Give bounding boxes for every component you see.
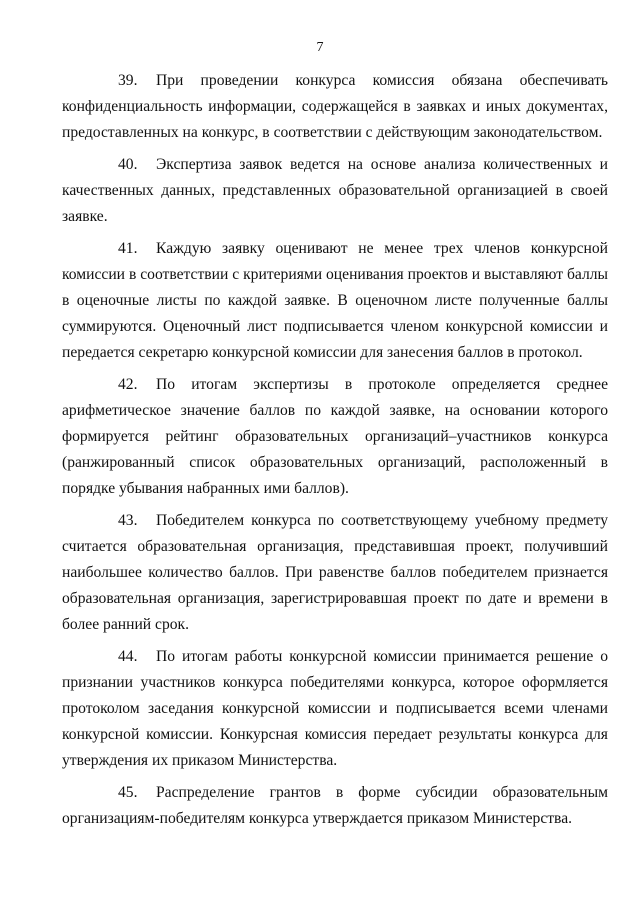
paragraph-number: 39. <box>118 72 138 89</box>
paragraph-43 <box>62 508 608 638</box>
paragraph-number: 45. <box>118 784 138 801</box>
document-body <box>62 68 608 838</box>
paragraph-number: 44. <box>118 648 138 665</box>
paragraph-42 <box>62 372 608 502</box>
paragraph-text: При проведении конкурса комиссия обязана обеспечивать конфиденциальность информации, содержащейся в заявках и иных документах, предоставленных на конкурс, в соответствии с действующим законодательством. <box>62 72 608 141</box>
paragraph-number: 43. <box>118 512 138 529</box>
paragraph-number: 41. <box>118 240 138 257</box>
paragraph-41 <box>62 236 608 366</box>
paragraph-text: Экспертиза заявок ведется на основе анализа количественных и качественных данных, представленных образовательной организацией в своей заявке. <box>62 156 608 225</box>
paragraph-number: 42. <box>118 376 138 393</box>
paragraph-text: Распределение грантов в форме субсидии образовательным организациям-победителям конкурса утверждается приказом Министерства. <box>62 784 608 827</box>
paragraph-45 <box>62 780 608 832</box>
page-number: 7 <box>316 40 324 55</box>
paragraph-text: Победителем конкурса по соответствующему учебному предмету считается образовательная организация, представившая проект, получивший наибольшее количество баллов. При равенстве баллов победителем признается образовательная организация, зарегистрировавшая проект по дате и времени в более ранний срок. <box>62 512 608 633</box>
paragraph-number: 40. <box>118 156 138 173</box>
paragraph-40 <box>62 152 608 230</box>
paragraph-text: По итогам работы конкурсной комиссии принимается решение о признании участников конкурса победителями конкурса, которое оформляется протоколом заседания конкурсной комиссии и подписывается всеми членами конкурсной комиссии. Конкурсная комиссия передает результаты конкурса для утверждения их приказом Министерства. <box>62 648 608 769</box>
paragraph-44 <box>62 644 608 774</box>
paragraph-text: По итогам экспертизы в протоколе определяется среднее арифметическое значение баллов по каждой заявке, на основании которого формируется рейтинг образовательных организаций–участников конкурса (ранжированный список образовательных организаций, расположенный в порядке убывания набранных ими баллов). <box>62 376 608 497</box>
paragraph-text: Каждую заявку оценивают не менее трех членов конкурсной комиссии в соответствии с критериями оценивания проектов и выставляют баллы в оценочные листы по каждой заявке. В оценочном листе полученные баллы суммируются. Оценочный лист подписывается членом конкурсной комиссии и передается секретарю конкурсной комиссии для занесения баллов в протокол. <box>62 240 608 361</box>
paragraph-39 <box>62 68 608 146</box>
